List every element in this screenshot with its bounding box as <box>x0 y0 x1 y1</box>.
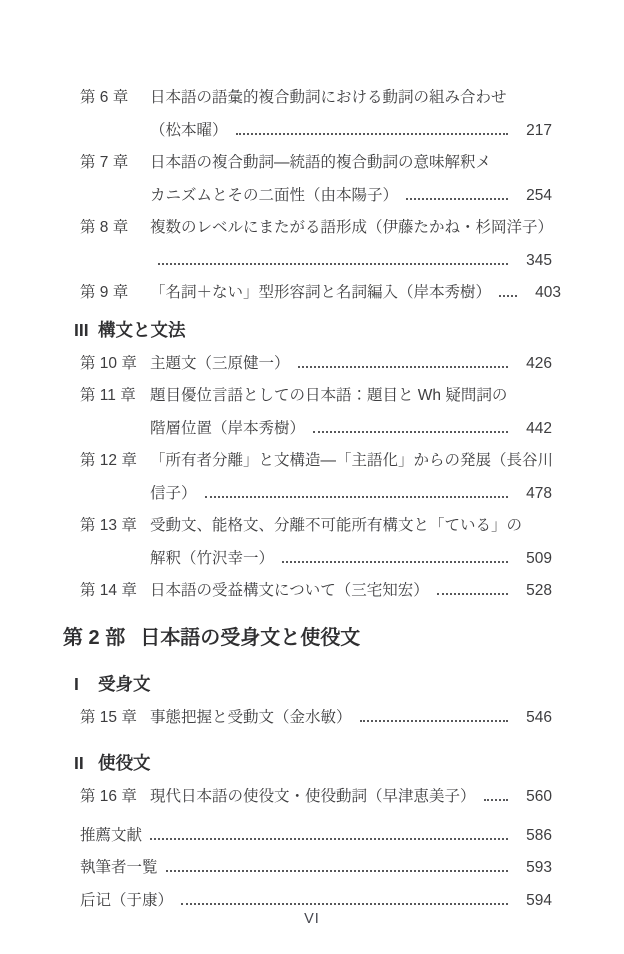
chapter-title-line <box>150 575 552 608</box>
dot-leader <box>205 496 508 498</box>
chapter-title-text: 複数のレベルにまたがる語形成（伊藤たかね・杉岡洋子） <box>150 219 554 236</box>
dot-leader <box>181 903 508 905</box>
chapter-entry <box>80 348 552 381</box>
backmatter-title: 推薦文献 <box>80 826 143 844</box>
chapter-title-text: 階層位置（岸本秀樹） <box>150 419 306 437</box>
backmatter-entry <box>80 820 552 853</box>
chapter-title-line <box>150 348 552 381</box>
part-label: 第 2 部 <box>63 626 126 649</box>
dot-leader <box>360 720 508 722</box>
chapter-entry <box>80 212 552 277</box>
chapter-title-text: 主題文（三原健一） <box>150 354 290 372</box>
chapter-title-line <box>150 702 552 735</box>
chapter-title-line <box>150 147 552 180</box>
chapter-title-line <box>150 115 552 148</box>
chapter-title-line <box>150 380 552 413</box>
section-numeral: II <box>74 753 84 773</box>
page-number: 528 <box>526 582 552 599</box>
chapter-title-text: 日本語の受益構文について（三宅知宏） <box>150 582 429 599</box>
chapter-entry <box>80 147 552 212</box>
backmatter-title: 后记（于康） <box>80 891 174 909</box>
chapter-title-text: 現代日本語の使役文・使役動詞（早津恵美子） <box>150 788 476 805</box>
chapter-entry <box>80 277 562 310</box>
page-number: 546 <box>526 708 552 726</box>
toc <box>0 82 562 917</box>
dot-leader <box>437 593 508 595</box>
chapter-entry <box>80 380 552 445</box>
dot-leader <box>298 366 508 368</box>
chapter-label: 第 13 章 <box>80 517 137 534</box>
page-number: 478 <box>526 484 552 502</box>
section-title: 使役文 <box>98 753 151 773</box>
chapter-title-text: 題目優位言語としての日本語：題目と Wh 疑問詞の <box>150 387 508 404</box>
chapter-title-text: 「名詞＋ない」型形容詞と名詞編入（岸本秀樹） <box>150 284 492 301</box>
section-heading <box>74 745 552 781</box>
chapter-title-line <box>150 413 552 446</box>
chapter-entry <box>80 510 552 575</box>
page-number: 560 <box>526 788 552 805</box>
dot-leader <box>158 263 508 265</box>
chapter-title-text: 日本語の語彙的複合動詞における動詞の組み合わせ <box>150 89 507 106</box>
page-number: 593 <box>526 859 552 876</box>
part-title: 日本語の受身文と使役文 <box>140 626 361 649</box>
chapter-entry <box>80 781 552 814</box>
chapter-title-line <box>150 478 552 511</box>
chapter-entry <box>80 82 552 147</box>
section-heading <box>74 666 552 702</box>
page-number: 594 <box>526 891 552 909</box>
backmatter-entry <box>80 852 552 885</box>
chapter-title-line <box>150 82 552 115</box>
chapter-title-text: カニズムとその二面性（由本陽子） <box>150 186 399 204</box>
page-number: 586 <box>526 826 552 844</box>
chapter-title-text: 解釈（竹沢幸一） <box>150 549 275 567</box>
section-title: 受身文 <box>98 673 151 694</box>
chapter-entry <box>80 445 552 510</box>
page-number: 403 <box>535 284 562 301</box>
chapter-label: 第 11 章 <box>80 387 136 404</box>
dot-leader <box>282 561 508 563</box>
page-number: 254 <box>526 186 552 204</box>
page-number: 345 <box>526 251 552 269</box>
chapter-label: 第 7 章 <box>80 154 129 171</box>
chapter-title-line <box>150 277 562 310</box>
chapter-entry <box>80 575 552 608</box>
dot-leader <box>166 870 508 872</box>
page-number: 509 <box>526 549 552 567</box>
section-title: 構文と文法 <box>98 319 186 340</box>
chapter-label: 第 8 章 <box>80 219 129 236</box>
chapter-title-text: 信子） <box>150 484 197 502</box>
chapter-label: 第 6 章 <box>80 89 129 106</box>
dot-leader <box>499 295 517 297</box>
dot-leader <box>150 838 508 840</box>
chapter-label: 第 12 章 <box>80 452 137 469</box>
dot-leader <box>406 198 508 200</box>
chapter-title-line <box>150 245 552 278</box>
chapter-title-line <box>150 543 552 576</box>
chapter-label: 第 9 章 <box>80 284 129 301</box>
chapter-title-text: 日本語の複合動詞—統語的複合動詞の意味解釈メ <box>150 154 492 171</box>
section-heading <box>74 312 552 348</box>
chapter-title-line <box>150 781 552 814</box>
dot-leader <box>236 133 508 135</box>
folio: VI <box>304 911 320 927</box>
chapter-label: 第 10 章 <box>80 354 137 372</box>
page-number: 217 <box>526 121 552 139</box>
chapter-label: 第 15 章 <box>80 708 137 726</box>
page-number: 442 <box>526 419 552 437</box>
chapter-title-line <box>150 180 552 213</box>
chapter-title-text: 「所有者分離」と文構造—「主語化」からの発展（長谷川 <box>150 452 554 469</box>
chapter-entry <box>80 702 552 735</box>
section-numeral: III <box>74 319 89 340</box>
chapter-title-text: 事態把握と受動文（金水敏） <box>150 708 352 726</box>
chapter-title-line <box>150 212 552 245</box>
section-numeral: I <box>74 673 79 694</box>
chapter-title-text: （松本曜） <box>150 121 228 139</box>
page-number: 426 <box>526 354 552 372</box>
chapter-title-text: 受動文、能格文、分離不可能所有構文と「ている」の <box>150 517 523 534</box>
dot-leader <box>313 431 508 433</box>
chapter-label: 第 14 章 <box>80 582 137 599</box>
chapter-title-line <box>150 510 552 543</box>
part-heading <box>63 618 552 658</box>
backmatter-title: 執筆者一覧 <box>80 859 158 876</box>
chapter-label: 第 16 章 <box>80 788 137 805</box>
dot-leader <box>484 799 508 801</box>
chapter-title-line <box>150 445 552 478</box>
